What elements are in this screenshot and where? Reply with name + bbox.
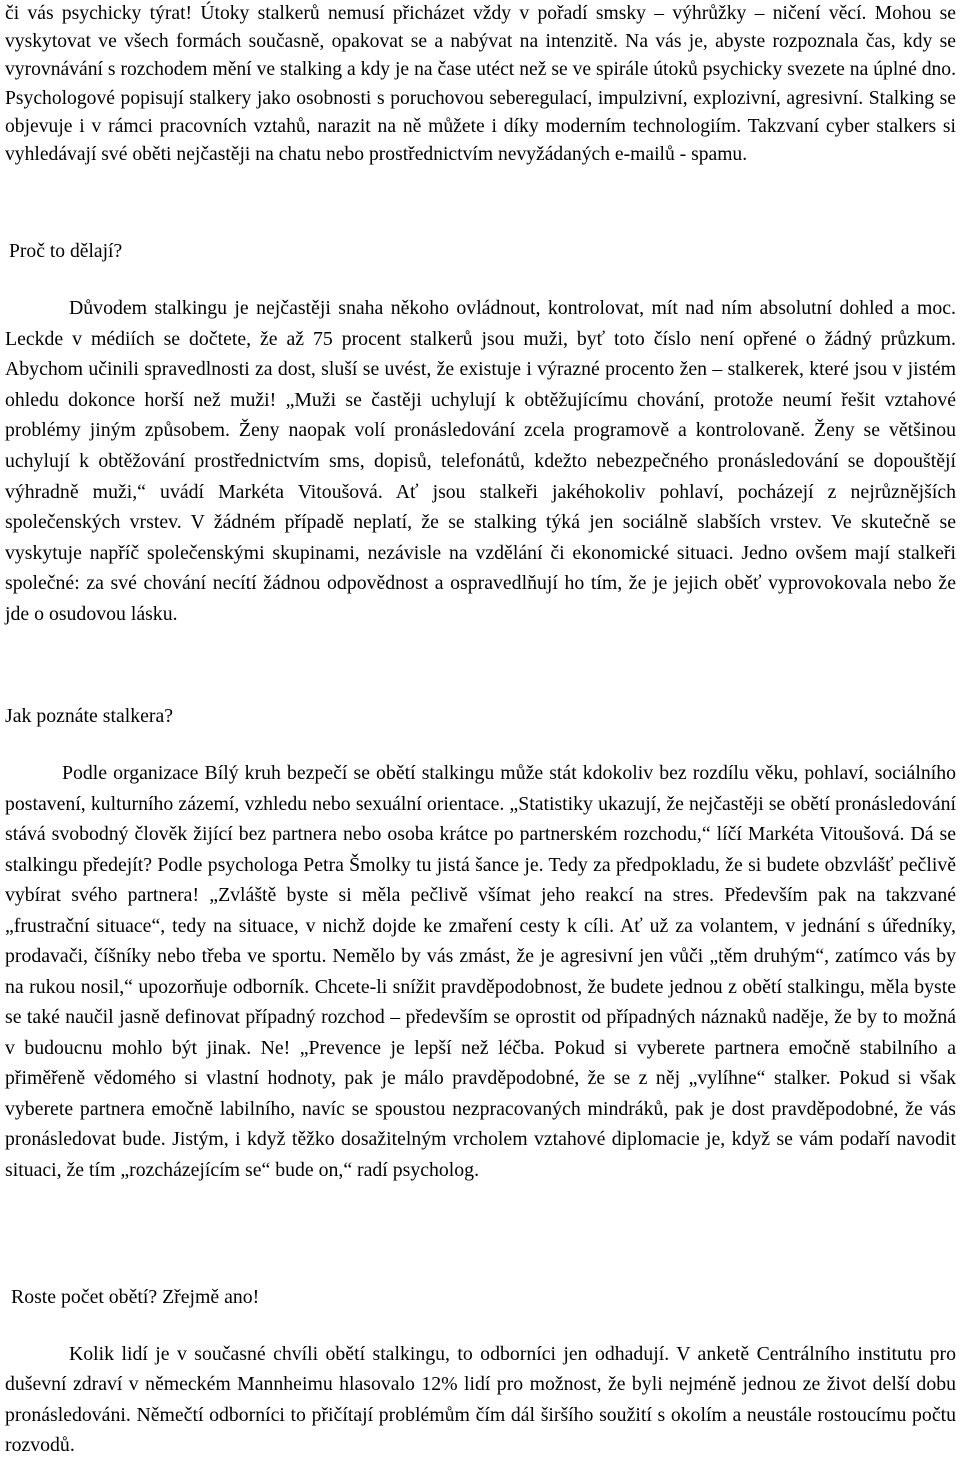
paragraph-stalker-attacks: či vás psychicky týrat! Útoky stalkerů nemusí přicházet vždy v pořadí smsky – výhrůžky – ničení věcí. Mohou se vyskytovat ve všech formách současně, opakovat se a nabývat na intenzitě. Na vás je, abyste rozpoznala čas, kdy se vyrovnávání s rozchodem mění ve stalking a kdy je na čase utéct než se ve spirále útoků psychicky svezete na úplné dno. Psychologové popisují stalkery jako osobnosti s poruchovou seberegulací, impulzivní, explozivní, agresivní. Stalking se objevuje i v rámci pracovních vztahů, narazit na ně můžete i díky moderním technologiím. Takzvaní cyber stalkers si vyhledávají své oběti nejčastěji na chatu nebo prostřednictvím nevyžádaných e-mailů - spamu. <box>5 3 956 166</box>
paragraph-recognition: Podle organizace Bílý kruh bezpečí se obětí stalkingu může stát kdokoliv bez rozdílu věku, pohlaví, sociálního postavení, kulturního zázemí, vzhledu nebo sexuální orientace. „Statistiky ukazují, že nejčastěji se obětí pronásledování stává svobodný člověk žijící bez partnera nebo osoba krátce po partnerském rozchodu,“ líčí Markéta Vitoušová. Dá se stalkingu předejít? Podle psychologa Petra Šmolky tu jistá šance je. Tedy za předpokladu, že si budete obzvlášť pečlivě vybírat svého partnera! „Zvláště byste si měla pečlivě všímat jeho reakcí na stres. Především pak na takzvané „frustrační situace“, tedy na situace, v nichž dojde ke zmaření cesty k cíli. Ať už za volantem, v jednání s úředníky, prodavači, číšníky nebo třeba ve sportu. Nemělo by vás zmást, že je agresivní jen vůči „těm druhým“, zatímco vás by na rukou nosil,“ upozorňuje odborník. Chcete-li snížit pravděpodobnost, že budete jednou z obětí stalkingu, měla byste se také naučil jasně definovat případný rozchod – především se oprostit od případných náznaků naděje, že by to možná v budoucnu mohlo být jinak. Ne! „Prevence je lepší než léčba. Pokud si vyberete partnera emočně stabilního a přiměřeně vědomého si vlastní hodnoty, pak je málo pravděpodobné, že se z něj „vylíhne“ stalker. Pokud si však vyberete partnera emočně labilního, navíc se spoustou nezpracovaných mindráků, pak je dost pravděpodobné, že vás pronásledovat bude. Jistým, i když těžko dosažitelným vrcholem vztahové diplomacie je, když se vám podaří navodit situaci, že tím „rozcházejícím se“ bude on,“ radí psycholog. <box>5 762 956 1181</box>
heading-why-they-do-it: Proč to dělají? <box>9 241 123 262</box>
paragraph-motives: Důvodem stalkingu je nejčastěji snaha někoho ovládnout, kontrolovat, mít nad ním absolutní dohled a moc. Leckde v médiích se dočtete, že až 75 procent stalkerů jsou muži, byť toto číslo není opřené o žádný průzkum. Abychom učinili spravedlnosti za dost, sluší se uvést, že existuje i výrazné procento žen – stalkerek, které jsou v jistém ohledu dokonce horší než muži! „Muži se častěji uchylují k obtěžujícímu chování, protože neumí řešit vztahové problémy jiným způsobem. Ženy naopak volí pronásledování zcela programově a kontrolovaně. Ženy se většinou uchylují k obtěžování prostřednictvím sms, dopisů, telefonátů, kdežto nebezpečného pronásledování se dopouštějí výhradně muži,“ uvádí Markéta Vitoušová. Ať jsou stalkeři jakéhokoliv pohlaví, pocházejí z nejrůznějších společenských vrstev. V žádném případě neplatí, že se stalking týká jen sociálně slabších vrstev. Ve skutečně se vyskytuje napříč společenskými skupinami, nezávisle na vzdělání či ekonomické situaci. Jedno ovšem mají stalkeři společné: za své chování necítí žádnou odpovědnost a ospravedlňují ho tím, že je jejich oběť vyprovokovala nebo že jde o osudovou lásku. <box>5 297 956 625</box>
paragraph-victim-count: Kolik lidí je v současné chvíli obětí stalkingu, to odborníci jen odhadují. V anketě Centrálního institutu pro duševní zdraví v německém Mannheimu hlasovalo 12% lidí pro možnost, že byli nejméně jednou ze život delší dobu pronásledováni. Němečtí odborníci to přičítají problémům čím dál širšího soužití s okolím a neustále rostoucímu počtu rozvodů. <box>5 1343 956 1457</box>
heading-how-to-recognize: Jak poznáte stalkera? <box>5 705 174 727</box>
heading-victims-rising: Roste počet obětí? Zřejmě ano! <box>11 1286 260 1308</box>
